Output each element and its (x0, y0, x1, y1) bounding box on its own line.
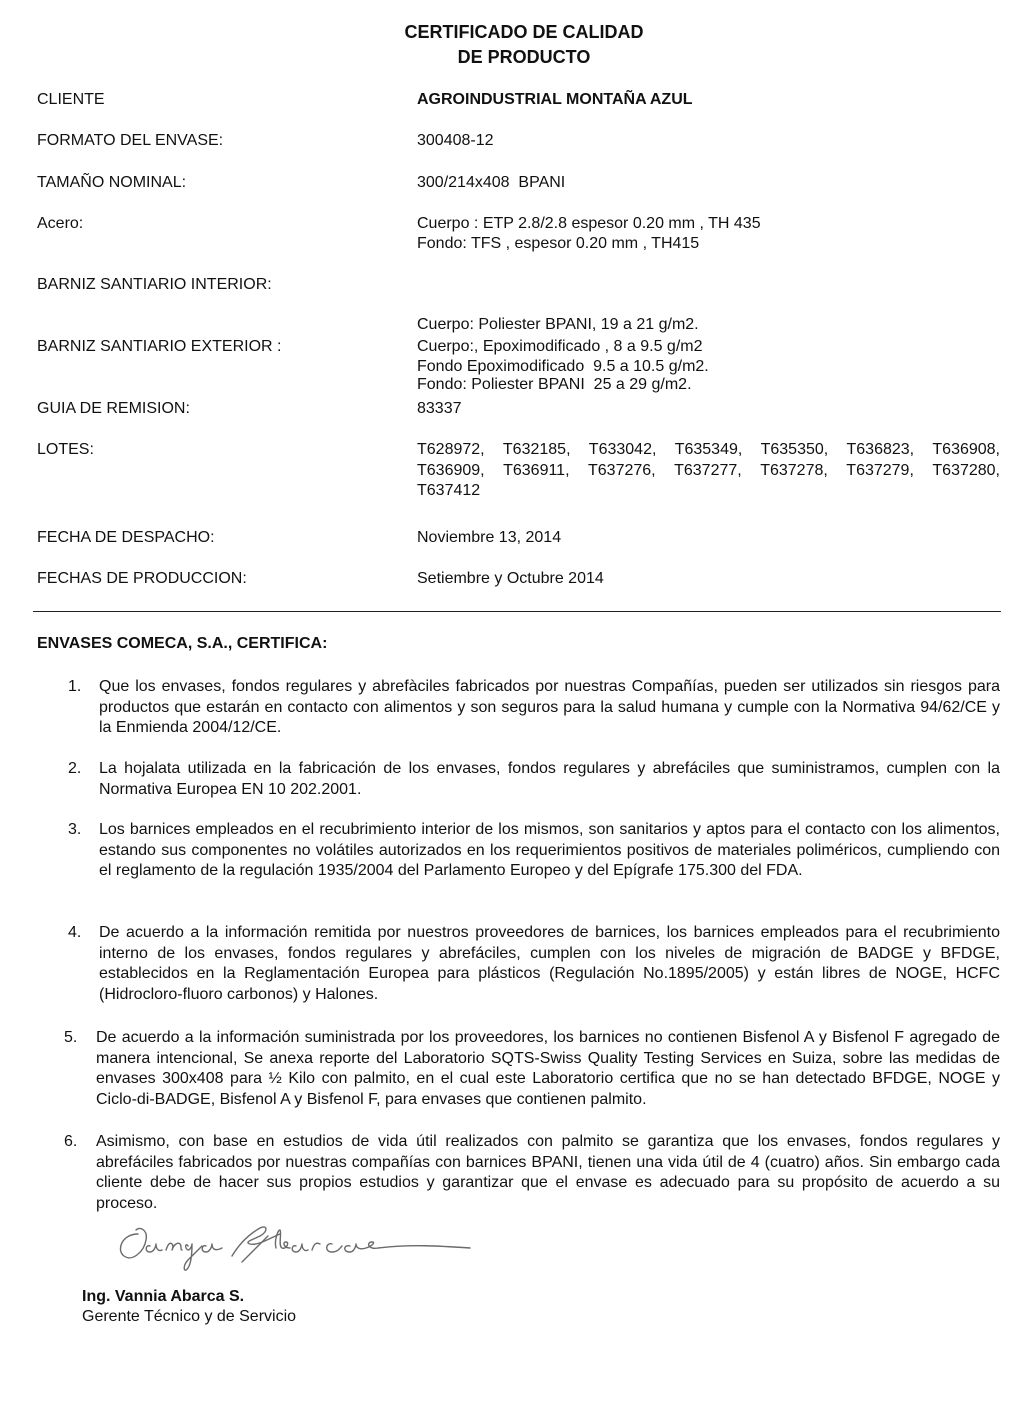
certification-heading: ENVASES COMECA, S.A., CERTIFICA: (37, 635, 328, 652)
item-text: La hojalata utilizada en la fabricación de los envases, fondos regulares y abrefáciles que suministramos, cumplen con la Normativa Europea EN 10 202.2001. (99, 760, 1000, 798)
title-line-1: CERTIFICADO DE CALIDAD (404, 22, 644, 42)
field-label: FECHA DE DESPACHO: (37, 529, 215, 546)
item-text: Asimismo, con base en estudios de vida útil realizados con palmito se garantiza que los envases, fondos regulares y abrefáciles fabricados por nuestras compañías con barnices BPANI, tienen una vida útil de 4 (cuatro) años. Sin embargo cada cliente debe de hacer sus propios estudios y garantizar que el envase es adecuado para su propósito de acuerdo a su proceso. (96, 1133, 1000, 1212)
field-label: FORMATO DEL ENVASE: (37, 132, 224, 149)
field-label: TAMAÑO NOMINAL: (37, 174, 187, 191)
document-title (10, 20, 1028, 70)
field-label: BARNIZ SANTIARIO EXTERIOR : (37, 338, 282, 355)
title-line-2: DE PRODUCTO (457, 47, 591, 67)
signature-icon (110, 1216, 490, 1286)
field-value (417, 337, 1000, 377)
item-number: 6. (64, 1133, 78, 1150)
section-divider (33, 611, 1001, 612)
value-line: Fondo: TFS , espesor 0.20 mm , TH415 (417, 235, 700, 252)
item-text: Los barnices empleados en el recubrimiento interior de los mismos, son sanitarios y aptos para el contacto con los alimentos, estando sus componentes no volátiles autorizados en los requerimientos positivos de materiales poliméricos, cumpliendo con el reglamento de la regulación 1935/2004 del Parlamento Europeo y del Epígrafe 175.300 del FDA. (99, 821, 1000, 880)
signer-role: Gerente Técnico y de Servicio (82, 1308, 297, 1325)
item-number: 3. (68, 821, 82, 838)
value-line: Fondo: Poliester BPANI 25 a 29 g/m2. (417, 376, 692, 393)
field-label: BARNIZ SANTIARIO INTERIOR: (37, 276, 272, 293)
value-line: Cuerpo : ETP 2.8/2.8 espesor 0.20 mm , TH 435 (417, 215, 761, 232)
field-label: GUIA DE REMISION: (37, 400, 190, 417)
lot-numbers: T628972, T632185, T633042, T635349, T635350, T636823, T636908, T636909, T636911, T637276, T637277, T637278, T637279, T637280, T637412 (417, 441, 1000, 499)
field-value: 300/214x408 BPANI (417, 174, 566, 191)
signer-name: Ing. Vannia Abarca S. (82, 1288, 245, 1305)
field-label: LOTES: (37, 441, 94, 458)
field-value: 83337 (417, 400, 462, 417)
item-text: Que los envases, fondos regulares y abrefàciles fabricados por nuestras Compañías, pueden ser utilizados sin riesgos para productos que estarán en contacto con alimentos y son seguros para la salud humana y cumple con la Normativa 94/62/CE y la Enmienda 2004/12/CE. (99, 678, 1000, 737)
item-number: 2. (68, 760, 82, 777)
field-label: CLIENTE (37, 91, 105, 108)
field-label: FECHAS DE PRODUCCION: (37, 570, 247, 587)
item-number: 5. (64, 1029, 78, 1046)
field-value: 300408-12 (417, 132, 494, 149)
item-text: De acuerdo a la información suministrada por los proveedores, los barnices no contienen Bisfenol A y Bisfenol F agregado de manera intencional, Se anexa reporte del Laboratorio SQTS-Swiss Quality Testing Services en Suiza, sobre las medidas de envases 300x408 para ½ Kilo con palmito, en el cual este Laboratorio certifica que no se han detectado BFDGE, NOGE y Ciclo-di-BADGE, Bisfenol A y Bisfenol F, para envases que contienen palmito. (96, 1029, 1000, 1108)
item-number: 1. (68, 678, 82, 695)
value-line: Cuerpo:, Epoximodificado , 8 a 9.5 g/m2 (417, 338, 703, 355)
value-line: Cuerpo: Poliester BPANI, 19 a 21 g/m2. (417, 316, 699, 333)
field-value (417, 214, 1000, 254)
value-line: Fondo Epoximodificado 9.5 a 10.5 g/m2. (417, 358, 709, 375)
item-number: 4. (68, 924, 82, 941)
field-value: Noviembre 13, 2014 (417, 529, 562, 546)
item-text: De acuerdo a la información remitida por nuestros proveedores de barnices, los barnices empleados para el recubrimiento interno de los envases, fondos regulares y abrefáciles, cumplen con los niveles de migración de BADGE y BFDGE, establecidos en la Reglamentación Europea para plásticos (Regulación No.1895/2005) y están libres de NOGE, HCFC (Hidrocloro-fluoro carbonos) y Halones. (99, 924, 1000, 1003)
field-value: AGROINDUSTRIAL MONTAÑA AZUL (417, 91, 693, 108)
field-value: Setiembre y Octubre 2014 (417, 570, 604, 587)
field-label: Acero: (37, 215, 84, 232)
